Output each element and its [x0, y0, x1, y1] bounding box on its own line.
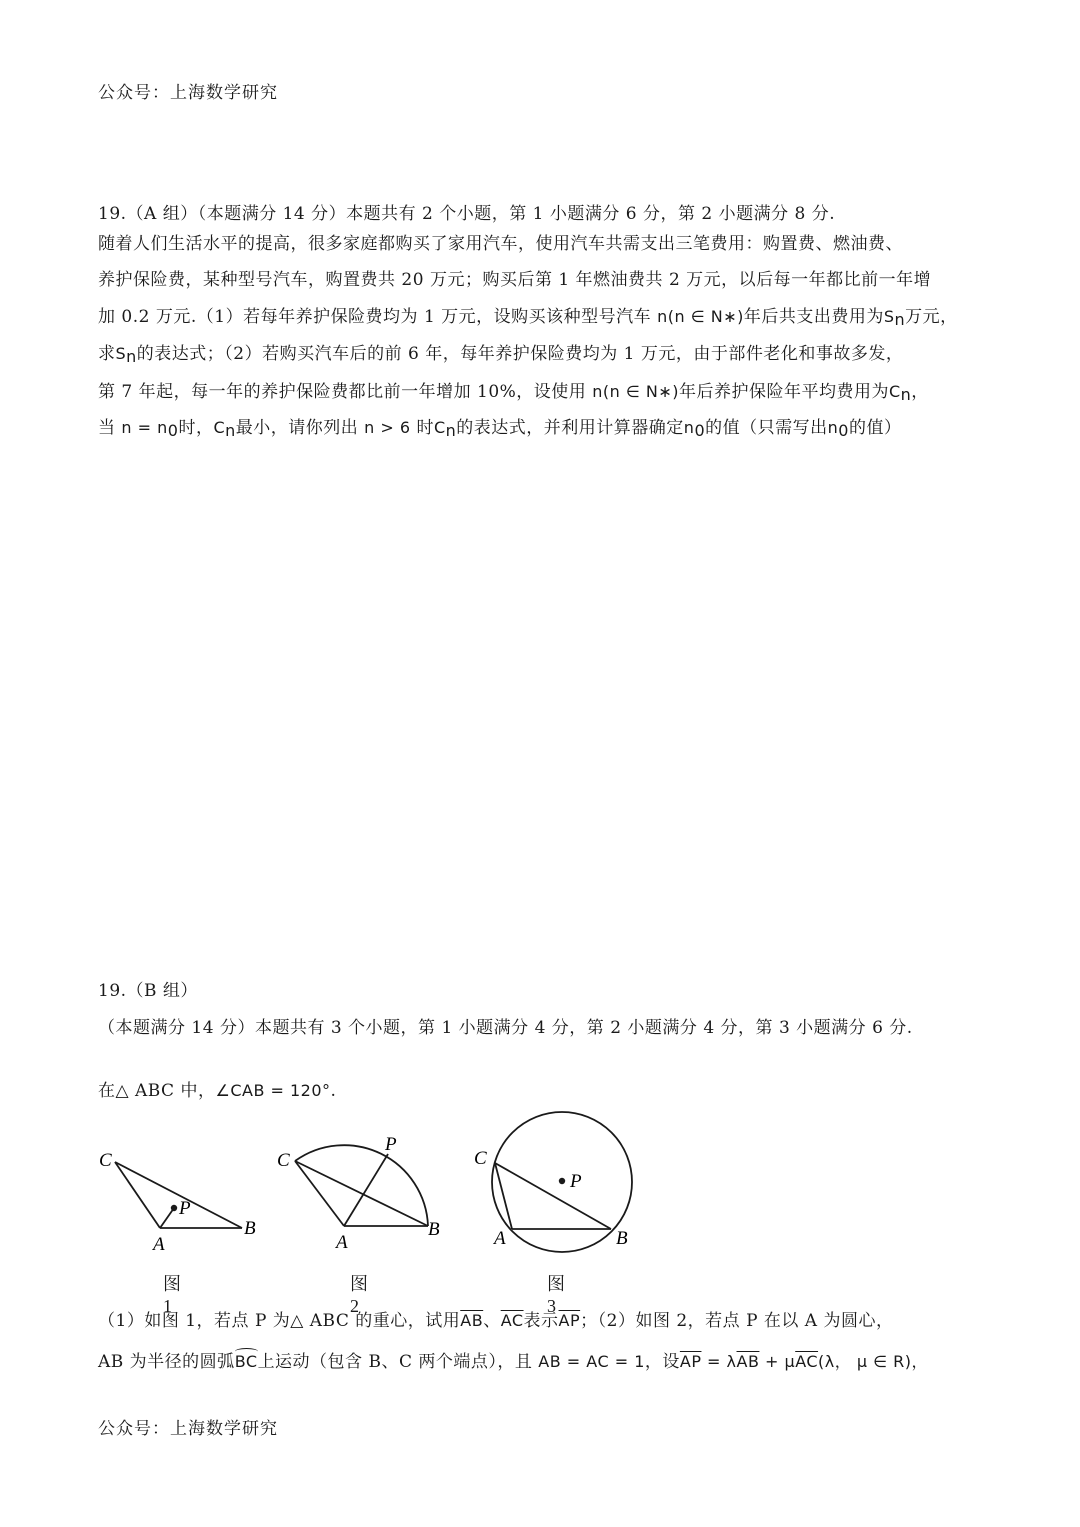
fig1-label-p: P	[179, 1198, 191, 1219]
q19b-line-1: （本题满分 14 分）本题共有 3 个小题，第 1 小题满分 4 分，第 2 小题满分 4 分，第 3 小题满分 6 分.	[98, 1018, 913, 1038]
q19a-line-2: 养护保险费，某种型号汽车，购置费共 20 万元；购买后第 1 年燃油费共 2 万元，以后每一年都比前一年增	[98, 270, 932, 290]
fig3-label-a: A	[494, 1228, 506, 1249]
q19a-line-6: 当 $n = n_0$时，$C_n$最小，请你列出 n > 6 时$C_n$的表达式，并利用计算器确定$n_0$的值（只需写出$n_0$的值）	[98, 418, 902, 440]
figure-1-caption: 图1	[163, 1274, 181, 1316]
q19a-line-1: 随着人们生活水平的提高，很多家庭都购买了家用汽车，使用汽车共需支出三笔费用：购置费、燃油费、	[98, 234, 903, 254]
fig2-label-c: C	[277, 1150, 290, 1171]
q19a-title: 19.（A 组）（本题满分 14 分）本题共有 2 个小题，第 1 小题满分 6 分，第 2 小题满分 8 分.	[98, 204, 836, 224]
fig2-label-b: B	[428, 1219, 440, 1240]
q19a-line-3: 加 0.2 万元.（1）若每年养护保险费均为 1 万元，设购买该种型号汽车 n(n ∈ N∗)年后共支出费用为$S_n$万元，	[98, 307, 958, 329]
figure-2-caption: 图2	[350, 1274, 368, 1316]
fig1-label-b: B	[244, 1218, 256, 1239]
fig2-side-cb	[295, 1161, 428, 1226]
vector-ac: $\overline{AC}$	[500, 1311, 524, 1330]
fig3-label-p: P	[570, 1171, 582, 1192]
page-header: 公众号：上海数学研究	[98, 83, 278, 103]
q19a-line-4: 求$S_n$的表达式；（2）若购买汽车后的前 6 年，每年养护保险费均为 1 万元，由于部件老化和事故多发，	[98, 344, 904, 366]
fig1-point-p	[171, 1205, 177, 1211]
fig3-side-cb	[495, 1163, 611, 1229]
arc-bc: BC	[234, 1352, 258, 1371]
fig1-side-ca	[115, 1162, 160, 1228]
figure-3-caption: 图3	[547, 1274, 565, 1316]
q19b-title: 19.（B 组）	[98, 981, 198, 1001]
q19a-line-5: 第 7 年起，每一年的养护保险费都比前一年增加 10%，设使用 n(n ∈ N∗)年后养护保险年平均费用为$C_n$，	[98, 382, 929, 404]
fig3-label-c: C	[474, 1148, 487, 1169]
fig3-point-p	[559, 1178, 565, 1184]
q19b-line-2: 在△ ABC 中，∠CAB = 120°.	[98, 1081, 337, 1101]
fig3-label-b: B	[616, 1228, 628, 1249]
fig1-label-c: C	[99, 1150, 112, 1171]
fig1-label-a: A	[153, 1234, 165, 1255]
vector-ab: $\overline{AB}$	[460, 1311, 484, 1330]
q19b-line-4: AB 为半径的圆弧BC上运动（包含 B、C 两个端点），且 AB = AC = 1，设$\overline{AP} = \lambda\overline{AB} + \mu\overline{AC}(\lambda$， μ ∈ R)，	[98, 1352, 928, 1372]
q19b-line-3: （1）如图 1，若点 P 为△ ABC 的重心，试用$\overline{AB}$、$\overline{AC}$表示$\overline{AP}$；（2）如图 2，若点 P 在以 A 为圆心，	[98, 1311, 894, 1331]
page-footer: 公众号：上海数学研究	[98, 1419, 278, 1439]
fig2-segment-ap	[344, 1154, 388, 1226]
figure-2	[295, 1145, 428, 1226]
vector-ap: $\overline{AP}$	[558, 1311, 581, 1330]
fig2-label-a: A	[336, 1232, 348, 1253]
fig2-arc-bc	[295, 1145, 428, 1226]
fig2-side-ca	[295, 1161, 344, 1226]
fig2-label-p: P	[385, 1134, 397, 1155]
fig1-segment-ap	[160, 1208, 174, 1228]
